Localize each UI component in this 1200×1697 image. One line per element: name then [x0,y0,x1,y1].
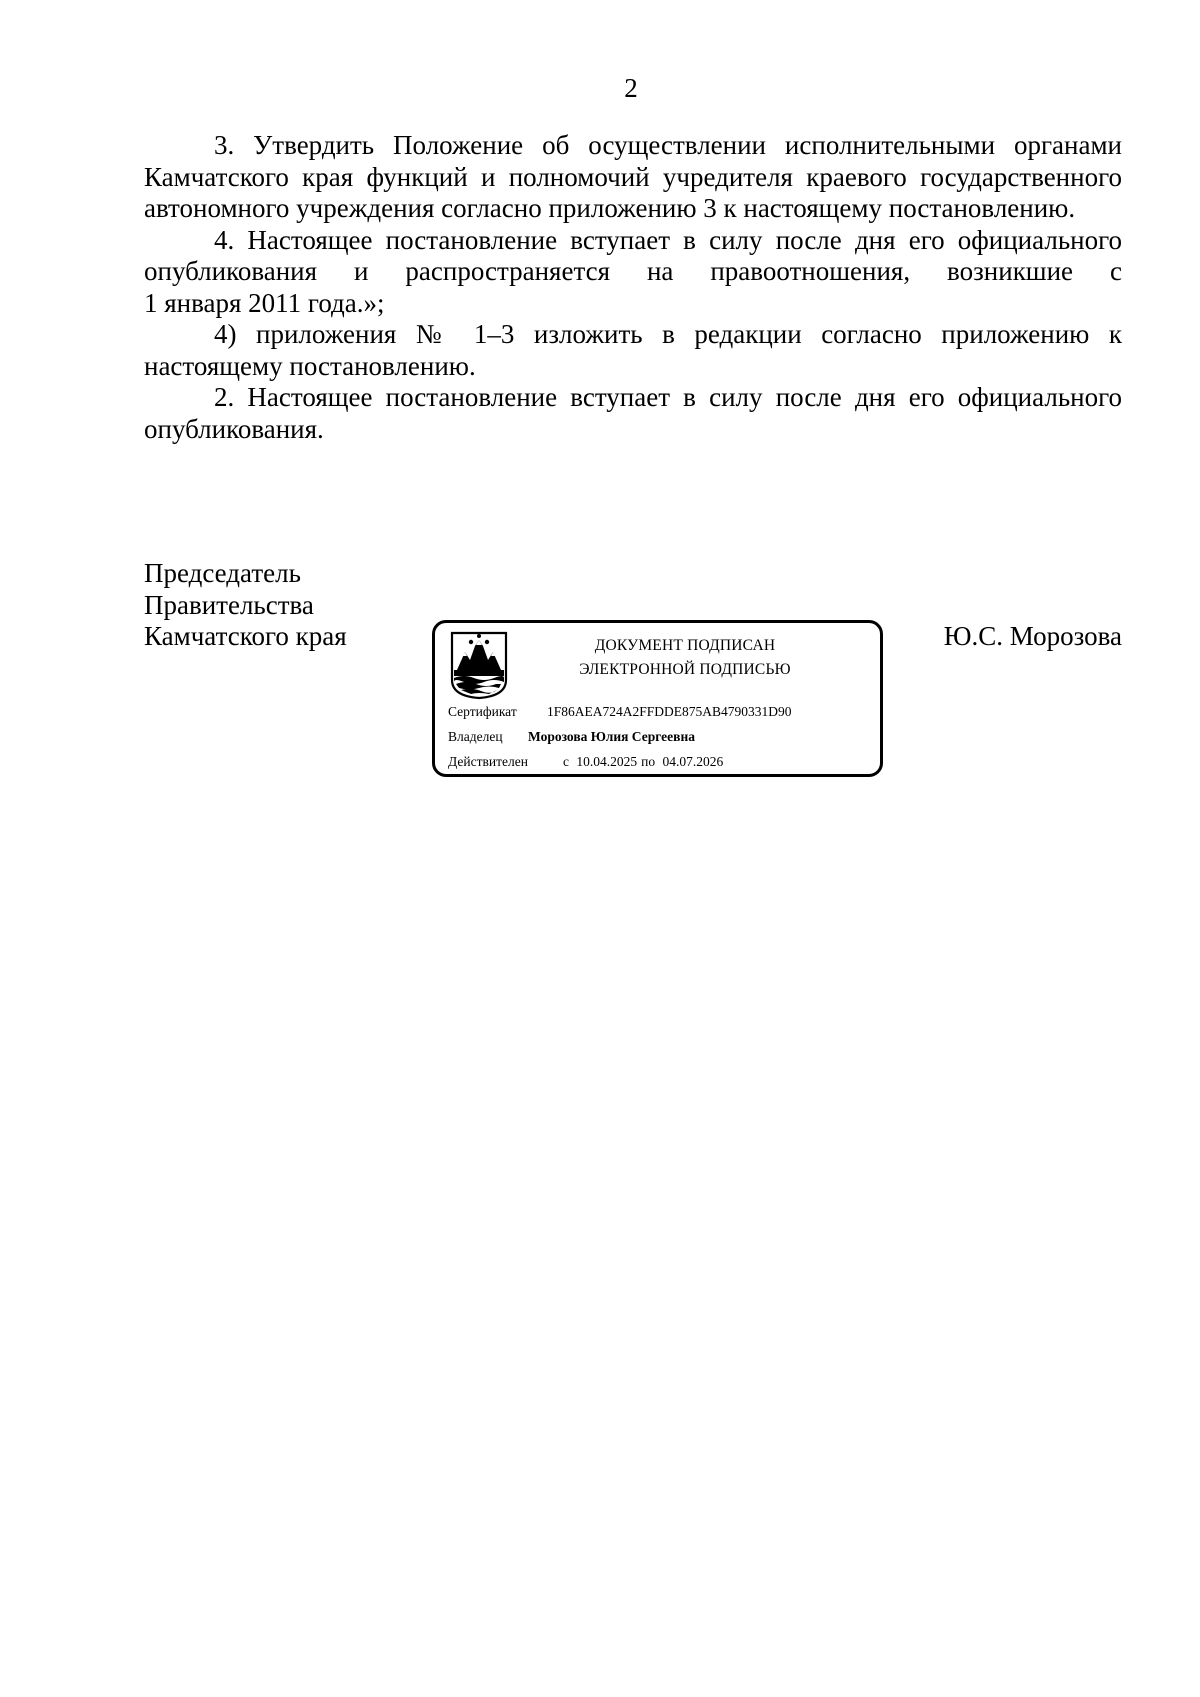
signatory-position-line: Камчатского края [144,621,347,651]
paragraph-item-3: 3. Утвердить Положение об осуществлении исполнительными органами Камчатского края функций и полномочий учредителя краевого государственного автономного учреждения согласно приложению 3 к настоящему постановлению. [144,130,1122,223]
owner-value: Морозова Юлия Сергеевна [528,729,695,744]
electronic-signature-stamp [432,620,883,777]
paragraph-item-4-continuation: 1 января 2011 года.»; [144,287,385,318]
paragraph-item-4: 4. Настоящее постановление вступает в силу после дня его официального опубликования и распространяется на правоотношения, возникшие с [144,224,1122,286]
signatory-name: Ю.С. Морозова [943,621,1122,651]
page-number: 2 [624,73,638,103]
valid-to-date: 04.07.2026 [662,754,724,769]
valid-from-prefix: с [563,754,569,769]
stamp-title-line: ДОКУМЕНТ ПОДПИСАН [594,637,776,654]
paragraph-entry-into-force: 2. Настоящее постановление вступает в силу после дня его официального опубликования. [144,382,1122,444]
valid-from-date: 10.04.2025 [576,754,638,769]
certificate-label: Сертификат [448,704,517,719]
validity-label: Действителен [448,754,528,769]
owner-label: Владелец [448,729,503,744]
certificate-value: 1F86AEA724A2FFDDE875AB4790331D90 [547,704,792,719]
valid-to-prefix: по [641,754,656,769]
stamp-validity-row [448,754,727,770]
stamp-certificate-row [448,704,792,720]
stamp-title-line: ЭЛЕКТРОННОЙ ПОДПИСЬЮ [579,661,791,678]
signatory-position-line: Правительства [144,589,314,620]
signatory-position-line: Председатель [144,558,301,588]
stamp-title [535,634,835,682]
paragraph-appendix-amendment: 4) приложения № 1–3 изложить в редакции согласно приложению к настоящему постановлению. [144,319,1122,381]
document-body [144,130,1122,445]
stamp-owner-row [448,729,695,745]
kamchatka-coat-of-arms-icon [449,630,509,700]
